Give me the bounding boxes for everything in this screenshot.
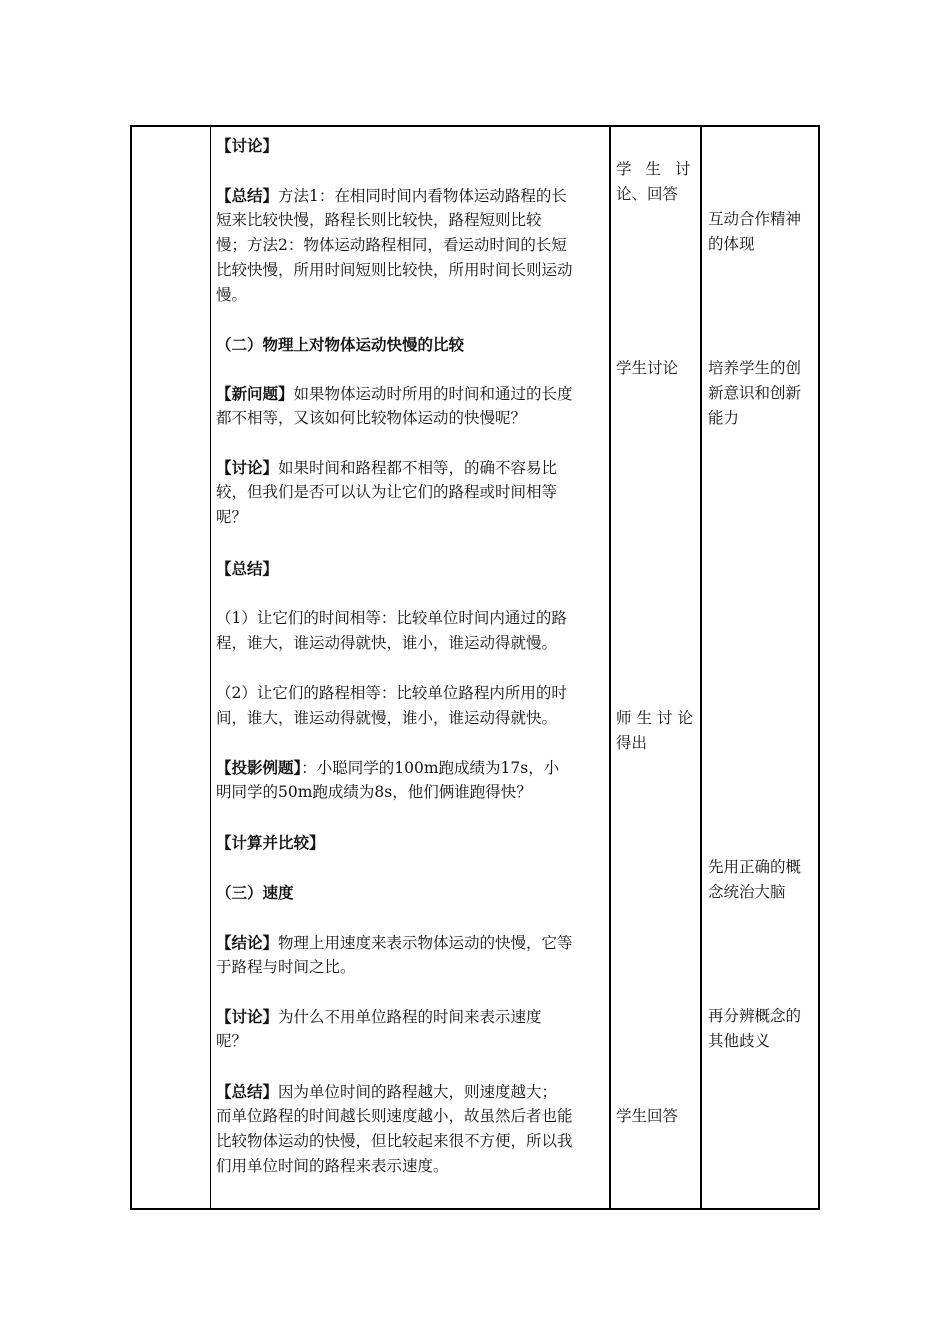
discuss-line: 呢？ [216,1032,248,1050]
discuss-line: 呢？ [216,508,248,526]
summary-method-line: 慢。 [216,286,248,304]
new-question-line: 【新问题】如果物体运动时所用的时间和通过的长度 [216,384,573,403]
intent-text: 互动合作精神 [708,210,802,228]
summary-item-line: 间，谁大，谁运动得就慢，谁小，谁运动得就快。 [216,709,558,727]
column-divider [210,127,211,1208]
intent-text: 的体现 [708,235,755,253]
activity-text: 学生回答 [616,1107,679,1125]
summary-method-line: 【总结】方法1：在相同时间内看物体运动路程的长 [216,186,567,205]
activity-text: 得出 [616,734,648,752]
discuss-line: 较，但我们是否可以认为让它们的路程或时间相等 [216,483,558,501]
calc-heading: 【计算并比较】 [216,833,325,852]
section-title: （三）速度 [216,883,294,902]
column-divider [700,127,702,1208]
new-question-line: 都不相等，又该如何比较物体运动的快慢呢？ [216,409,527,427]
intent-text: 培养学生的创 [708,359,802,377]
intent-text: 先用正确的概 [708,858,802,876]
section-title: （二）物理上对物体运动快慢的比较 [216,335,465,354]
intent-text: 新意识和创新 [708,384,802,402]
summary-line: 比较物体运动的快慢，但比较起来很不方便，所以我 [216,1132,573,1150]
summary-line: 们用单位时间的路程来表示速度。 [216,1157,449,1175]
intent-text: 能力 [708,409,740,427]
activity-text: 论、回答 [616,185,679,203]
summary-line: 【总结】因为单位时间的路程越大，则速度越大； [216,1082,558,1101]
example-line: 明同学的50m跑成绩为8s，他们俩谁跑得快？ [216,783,532,801]
summary-item-line: （2）让它们的路程相等：比较单位路程内所用的时 [216,684,567,702]
summary-method-line: 慢；方法2：物体运动路程相同，看运动时间的长短 [216,236,567,254]
intent-text: 念统治大脑 [708,883,786,901]
intent-text: 再分辨概念的 [708,1007,802,1025]
activity-text: 学生讨论 [616,359,679,377]
discuss-heading: 【讨论】 [216,136,279,155]
column-divider [609,127,611,1208]
conclusion-line: 【结论】物理上用速度来表示物体运动的快慢，它等 [216,933,573,952]
intent-text: 其他歧义 [708,1032,771,1050]
example-line: 【投影例题】：小聪同学的100m跑成绩为17s，小 [216,758,560,777]
summary-item-line: 程，谁大，谁运动得就快，谁小，谁运动得就慢。 [216,634,558,652]
activity-text: 师生讨论 [616,709,699,727]
summary-line: 而单位路程的时间越长则速度越小，故虽然后者也能 [216,1107,573,1125]
discuss-line: 【讨论】为什么不用单位路程的时间来表示速度 [216,1007,542,1026]
conclusion-line: 于路程与时间之比。 [216,958,356,976]
summary-method-line: 比较快慢，所用时间短则比较快，所用时间长则运动 [216,261,573,279]
summary-item-line: （1）让它们的时间相等：比较单位时间内通过的路 [216,609,567,627]
summary-heading: 【总结】 [216,559,279,578]
discuss-line: 【讨论】如果时间和路程都不相等，的确不容易比 [216,458,558,477]
summary-method-line: 短来比较快慢，路程长则比较快，路程短则比较 [216,211,542,229]
activity-text: 学生讨 [616,160,705,178]
